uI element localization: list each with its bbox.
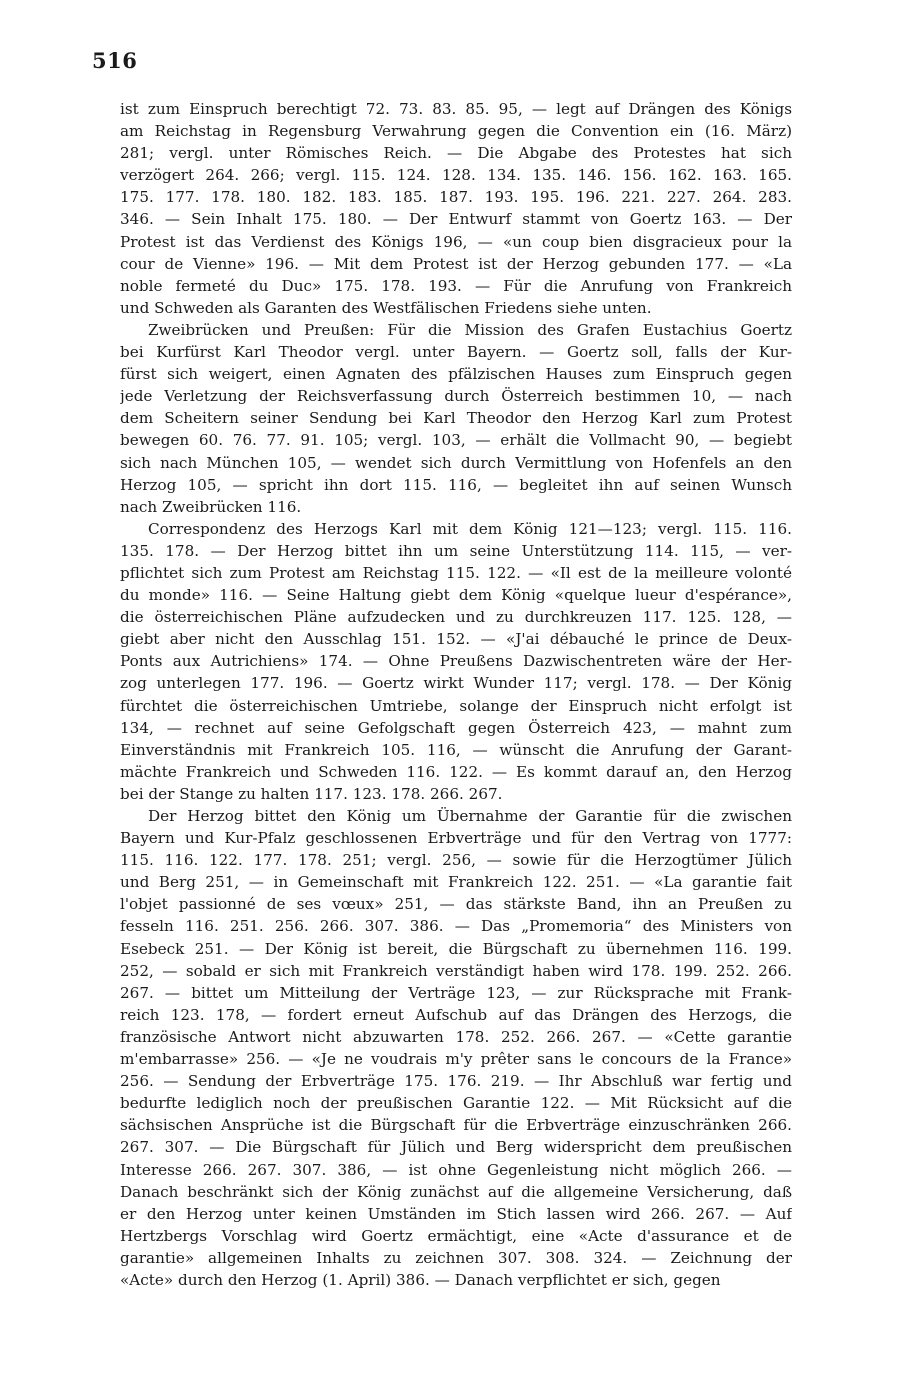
text-line: ist zum Einspruch berechtigt 72. 73. 83. 85. 95, — legt auf Drängen des Königs [120, 100, 792, 118]
text-line: 267. — bittet um Mitteilung der Verträge 123, — zur Rücksprache mit Frank- [120, 983, 792, 1002]
text-line: bedurfte lediglich noch der preußischen Garantie 122. — Mit Rücksicht auf die [120, 1094, 792, 1113]
text-line: und Schweden als Garanten des Westfälischen Friedens siehe unten. [120, 298, 652, 317]
text-line: fürchtet die österreichischen Umtriebe, solange der Einspruch nicht erfolgt ist [120, 696, 792, 715]
page-number: 516 [92, 48, 138, 73]
text-line: 281; vergl. unter Römisches Reich. — Die Abgabe des Protestes hat sich [120, 144, 792, 163]
text-line: bewegen 60. 76. 77. 91. 105; vergl. 103, — erhält die Vollmacht 90, — begiebt [120, 431, 792, 450]
text-line: 135. 178. — Der Herzog bittet ihn um seine Unterstützung 114. 115, — ver- [120, 541, 792, 560]
paragraph [120, 805, 792, 1291]
text-line: dem Scheitern seiner Sendung bei Karl Theodor den Herzog Karl zum Protest [120, 409, 792, 428]
text-line: l'objet passionné de ses vœux» 251, — das stärkste Band, ihn an Preußen zu [120, 895, 792, 914]
text-line: du monde» 116. — Seine Haltung giebt dem König «quelque lueur d'espérance», [120, 586, 792, 605]
text-line: noble fermeté du Duc» 175. 178. 193. — Für die Anrufung von Frankreich [120, 276, 792, 295]
text-line: er den Herzog unter keinen Umständen im Stich lassen wird 266. 267. — Auf [120, 1204, 792, 1223]
text-line: französische Antwort nicht abzuwarten 178. 252. 266. 267. — «Cette garantie [120, 1027, 792, 1046]
text-line: 175. 177. 178. 180. 182. 183. 185. 187. 193. 195. 196. 221. 227. 264. 283. [120, 188, 792, 207]
text-line: 256. — Sendung der Erbverträge 175. 176. 219. — Ihr Abschluß war fertig und [120, 1072, 792, 1091]
text-line: reich 123. 178, — fordert erneut Aufschub auf das Drängen des Herzogs, die [120, 1005, 792, 1024]
text-line: 346. — Sein Inhalt 175. 180. — Der Entwurf stammt von Goertz 163. — Der [120, 210, 792, 229]
text-line: 134, — rechnet auf seine Gefolgschaft gegen Österreich 423, — mahnt zum [120, 718, 792, 737]
text-line: mächte Frankreich und Schweden 116. 122. — Es kommt darauf an, den Herzog [120, 762, 792, 781]
text-line: und Berg 251, — in Gemeinschaft mit Frankreich 122. 251. — «La garantie fait [120, 873, 792, 892]
text-line: zog unterlegen 177. 196. — Goertz wirkt Wunder 117; vergl. 178. — Der König [120, 674, 792, 693]
text-line: Interesse 266. 267. 307. 386, — ist ohne Gegenleistung nicht möglich 266. — [120, 1160, 792, 1179]
text-line: Danach beschränkt sich der König zunächst auf die allgemeine Versicherung, daß [120, 1182, 792, 1201]
text-line: bei Kurfürst Karl Theodor vergl. unter Bayern. — Goertz soll, falls der Kur- [120, 343, 792, 362]
text-line: sächsischen Ansprüche ist die Bürgschaft für die Erbverträge einzuschränken 266. [120, 1116, 792, 1135]
text-line: 267. 307. — Die Bürgschaft für Jülich und Berg widerspricht dem preußischen [120, 1138, 792, 1157]
text-line: m'embarrasse» 256. — «Je ne voudrais m'y prêter sans le concours de la France» [120, 1050, 792, 1069]
text-line: garantie» allgemeinen Inhalts zu zeichnen 307. 308. 324. — Zeichnung der [120, 1248, 792, 1267]
paragraph [120, 98, 792, 319]
text-line: jede Verletzung der Reichsverfassung durch Österreich bestimmen 10, — nach [120, 387, 792, 406]
text-line: Der Herzog bittet den König um Übernahme der Garantie für die zwischen [148, 807, 792, 825]
text-line: am Reichstag in Regensburg Verwahrung gegen die Convention ein (16. März) [120, 122, 792, 141]
paragraph [120, 518, 792, 805]
text-line: verzögert 264. 266; vergl. 115. 124. 128. 134. 135. 146. 156. 162. 163. 165. [120, 166, 792, 185]
text-line: Einverständnis mit Frankreich 105. 116, — wünscht die Anrufung der Garant- [120, 740, 792, 759]
text-line: Zweibrücken und Preußen: Für die Mission des Grafen Eustachius Goertz [148, 320, 792, 339]
text-line: die österreichischen Pläne aufzudecken und zu durchkreuzen 117. 125. 128, — [120, 608, 792, 627]
text-line: sich nach München 105, — wendet sich durch Vermittlung von Hofenfels an den [120, 453, 792, 472]
text-line: fesseln 116. 251. 256. 266. 307. 386. — Das „Promemoria“ des Ministers von [120, 917, 792, 936]
text-line: Hertzbergs Vorschlag wird Goertz ermächtigt, eine «Acte d'assurance et de [120, 1226, 792, 1245]
text-line: Herzog 105, — spricht ihn dort 115. 116, — begleitet ihn auf seinen Wunsch [120, 475, 792, 494]
text-line: Esebeck 251. — Der König ist bereit, die Bürgschaft zu übernehmen 116. 199. [120, 939, 792, 958]
text-line: Ponts aux Autrichiens» 174. — Ohne Preußens Dazwischentreten wäre der Her- [120, 652, 792, 671]
paragraph [120, 319, 792, 518]
text-line: 115. 116. 122. 177. 178. 251; vergl. 256, — sowie für die Herzogtümer Jülich [120, 851, 792, 870]
text-line: Bayern und Kur-Pfalz geschlossenen Erbverträge und für den Vertrag von 1777: [120, 829, 792, 848]
text-line: Correspondenz des Herzogs Karl mit dem König 121—123; vergl. 115. 116. [148, 519, 792, 538]
text-line: Protest ist das Verdienst des Königs 196, — «un coup bien disgracieux pour la [120, 232, 792, 251]
text-line: nach Zweibrücken 116. [120, 497, 302, 516]
text-line: fürst sich weigert, einen Agnaten des pfälzischen Hauses zum Einspruch gegen [120, 365, 792, 384]
text-line: giebt aber nicht den Ausschlag 151. 152. — «J'ai débauché le prince de Deux- [120, 630, 792, 649]
text-line: 252, — sobald er sich mit Frankreich verständigt haben wird 178. 199. 252. 266. [120, 961, 792, 980]
text-line: «Acte» durch den Herzog (1. April) 386. — Danach verpflichtet er sich, gegen [120, 1270, 721, 1289]
text-line: bei der Stange zu halten 117. 123. 178. 266. 267. [120, 784, 503, 803]
text-line: cour de Vienne» 196. — Mit dem Protest ist der Herzog gebunden 177. — «La [120, 254, 792, 273]
index-text-body [120, 98, 792, 1291]
text-line: pflichtet sich zum Protest am Reichstag 115. 122. — «Il est de la meilleure volonté [120, 563, 792, 582]
